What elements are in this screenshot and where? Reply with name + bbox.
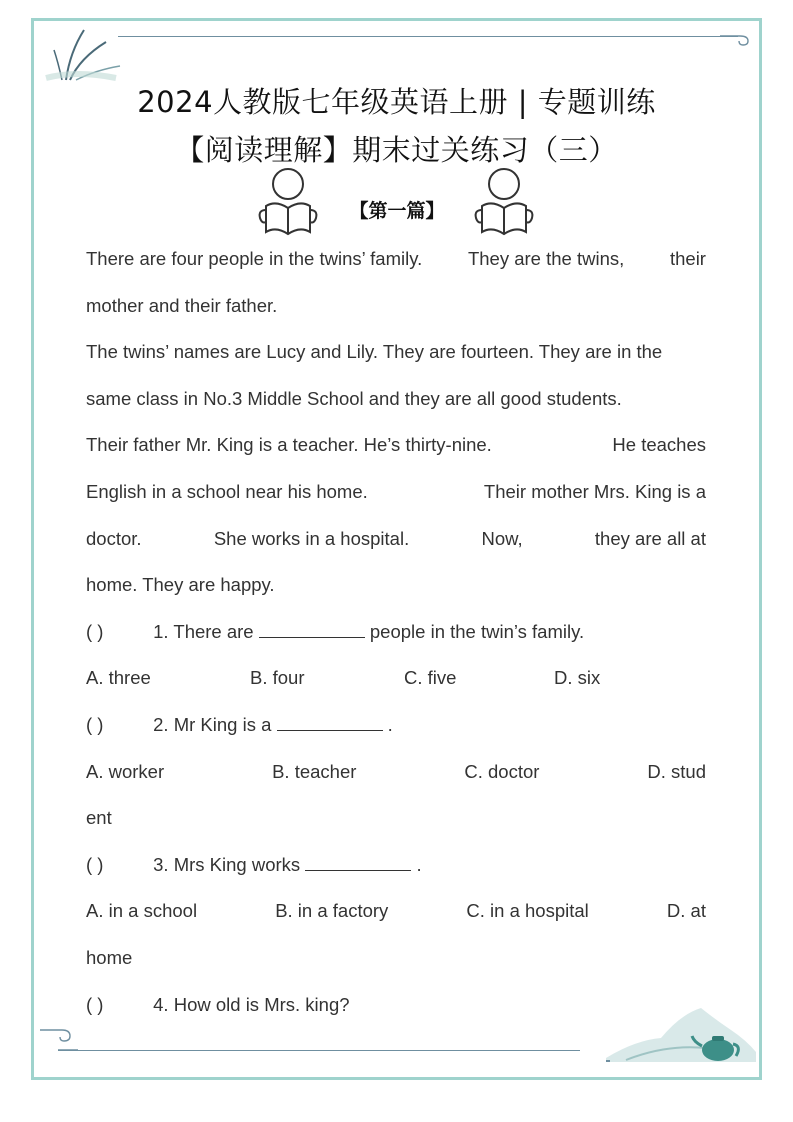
document-title-line-2: 【阅读理解】期末过关练习（三） — [175, 133, 618, 167]
option-c[interactable]: C. doctor — [464, 760, 540, 782]
answer-slot[interactable]: ( ) — [86, 993, 104, 1015]
passage-line: There are four people in the twins’ family. They are the twins, their — [86, 248, 706, 269]
passage-line: The twins’ names are Lucy and Lily. They are fourteen. They are in the — [86, 341, 663, 363]
question-2-stem: ( ) 2. Mr King is a . — [86, 702, 706, 749]
section-header — [0, 166, 793, 240]
passage-line: same class in No.3 Middle School and they are all good students. — [86, 387, 622, 409]
answer-slot[interactable]: ( ) — [86, 620, 104, 642]
swirl-decoration-icon — [36, 1026, 80, 1056]
question-1-options — [86, 655, 706, 702]
passage-and-questions — [86, 236, 706, 1028]
section-title: 【第一篇】 — [349, 200, 445, 222]
option-b[interactable]: B. teacher — [272, 760, 357, 782]
swirl-decoration-icon — [718, 28, 754, 48]
question-3-options — [86, 888, 706, 935]
fill-blank[interactable] — [259, 619, 365, 638]
question-2-options — [86, 749, 706, 796]
option-a[interactable]: A. three — [86, 667, 151, 689]
option-b[interactable]: B. four — [250, 667, 305, 689]
option-a[interactable]: A. in a school — [86, 900, 198, 922]
fill-blank[interactable] — [305, 852, 411, 871]
document-title-line-1: 2024人教版七年级英语上册 | 专题训练 — [137, 85, 656, 119]
grass-decoration-icon — [36, 22, 126, 84]
option-c[interactable]: C. five — [404, 667, 457, 689]
passage-line: mother and their father. — [86, 294, 278, 316]
option-a[interactable]: A. worker — [86, 760, 165, 782]
question-4-stem: ( ) 4. How old is Mrs. king? — [86, 982, 706, 1029]
question-3-stem: ( ) 3. Mrs King works . — [86, 842, 706, 889]
passage-line: Their father Mr. King is a teacher. He’s thirty-nine. He teaches — [86, 434, 706, 456]
top-rule — [118, 36, 738, 37]
bottom-rule — [58, 1050, 580, 1051]
option-d[interactable]: D. six — [554, 667, 601, 689]
answer-slot[interactable]: ( ) — [86, 713, 104, 735]
question-1-stem: ( ) 1. There are people in the twin’s family. — [86, 609, 706, 656]
passage-line: English in a school near his home. Their mother Mrs. King is a — [86, 480, 706, 502]
passage-line: doctor. She works in a hospital. Now, they are all at — [86, 527, 706, 549]
reading-person-icon — [256, 166, 320, 240]
option-b[interactable]: B. in a factory — [275, 900, 389, 922]
answer-slot[interactable]: ( ) — [86, 853, 104, 875]
fill-blank[interactable] — [277, 712, 383, 731]
option-d[interactable]: D. stud — [647, 760, 706, 782]
option-c[interactable]: C. in a hospital — [466, 900, 589, 922]
option-d[interactable]: D. at — [666, 900, 706, 922]
option-wrap: ent — [86, 807, 112, 829]
passage-line: home. They are happy. — [86, 574, 275, 596]
reading-person-icon — [472, 166, 536, 240]
option-wrap: home — [86, 946, 133, 968]
